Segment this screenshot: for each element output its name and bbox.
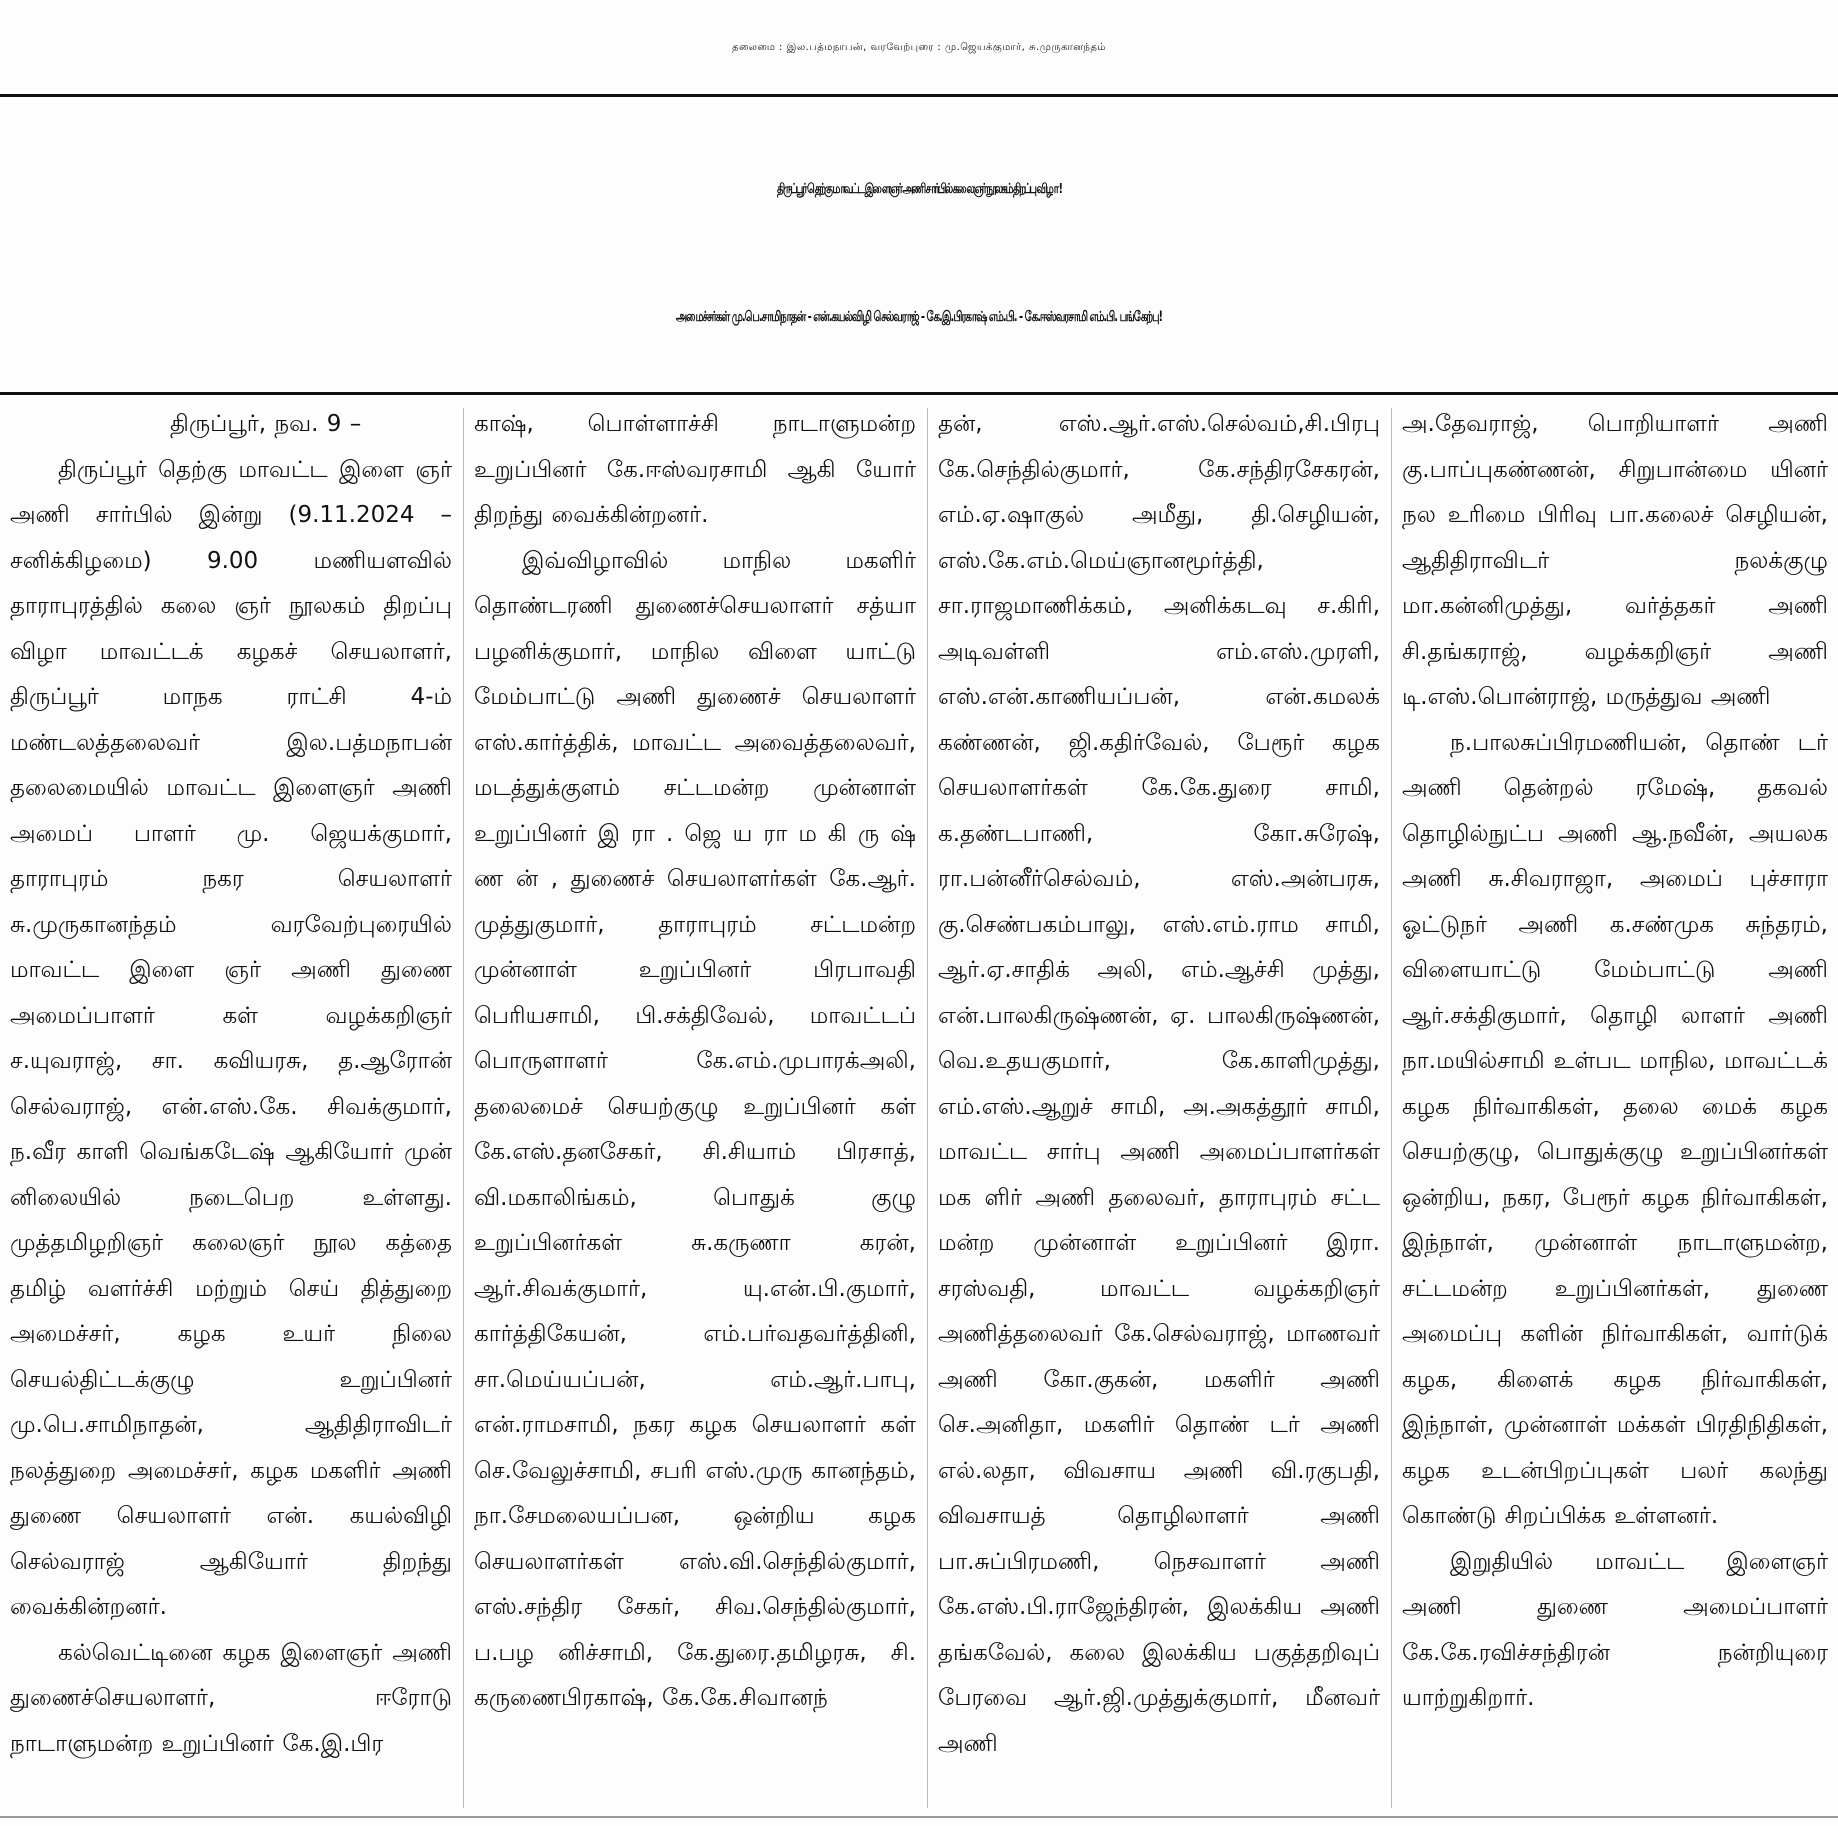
header-divider <box>0 392 1838 395</box>
article-column-1 <box>10 402 452 1814</box>
paragraph: இறுதியில் மாவட்ட இளைஞர் அணி துணை அமைப்பாளர் கே.கே.ரவிச்சந்திரன் நன்றியுரை யாற்றுகிறார். <box>1402 1548 1828 1711</box>
paragraph: காஷ், பொள்ளாச்சி நாடாளுமன்ற உறுப்பினர் கே.ஈஸ்வரசாமி ஆகி யோர் திறந்து வைக்கின்றனர். <box>474 411 916 528</box>
subheadline: அமைச்சர்கள் மு.பெ.சாமிநாதன் - என்.கயல்விழி செல்வராஜ் - கே.இ.பிரகாஷ் எம்.பி. - கே.ஈஸ்வரசாமி எம்.பி. பங்கேற்பு! <box>675 309 1163 326</box>
paragraph: திருப்பூர் தெற்கு மாவட்ட இளை ஞர் அணி சார்பில் இன்று (9.11.2024 – சனிக்கிழமை) 9.00 மணியளவில் தாராபுரத்தில் கலை ஞர் நூலகம் திறப்பு விழா மாவட்டக் கழகச் செயலாளர், திருப்பூர் மாநக ராட்சி 4-ம் மண்டலத்தலைவர் இல.பத்மநாபன் தலைமையில் மாவட்ட இளைஞர் அணி அமைப் பாளர் மு. ஜெயக்குமார், தாராபுரம் நகர செயலாளர் சு.முருகானந்தம் வரவேற்புரையில் மாவட்ட இளை ஞர் அணி துணை அமைப்பாளர் கள் வழக்கறிஞர் ச.யுவராஜ், சா. கவியரசு, த.ஆரோன் செல்வராஜ், என்.எஸ்.கே. சிவக்குமார், ந.வீர காளி வெங்கடேஷ் ஆகியோர் முன் னிலையில் நடைபெற உள்ளது. முத்தமிழறிஞர் கலைஞர் நூல கத்தை தமிழ் வளர்ச்சி மற்றும் செய் தித்துறை அமைச்சர், கழக உயர் நிலை செயல்திட்டக்குழு உறுப்பினர் மு.பெ.சாமிநாதன், ஆதிதிராவிடர் நலத்துறை அமைச்சர், கழக மகளிர் அணி துணை செயலாளர் என். கயல்விழி செல்வராஜ் ஆகியோர் திறந்து வைக்கின்றனர். <box>10 456 452 1620</box>
bottom-divider <box>0 1816 1838 1818</box>
kicker-line: தலைமை : இல.பத்மநாபன், வரவேற்புரை : மு.ஜெயக்குமார், சு.முருகானந்தம் <box>732 42 1106 53</box>
dateline: திருப்பூர், நவ. 9 – <box>170 411 362 437</box>
article-column-3 <box>938 402 1380 1814</box>
article-body <box>10 402 1828 1820</box>
top-divider <box>0 94 1838 97</box>
column-divider <box>927 408 928 1808</box>
paragraph: கல்வெட்டினை கழக இளைஞர் அணி துணைச்செயலாளர், ஈரோடு நாடாளுமன்ற உறுப்பினர் கே.இ.பிர <box>10 1639 452 1757</box>
column-divider <box>463 408 464 1808</box>
article-column-4 <box>1402 402 1828 1814</box>
column-divider <box>1391 408 1392 1808</box>
paragraph: ந.பாலசுப்பிரமணியன், தொண் டர் அணி தென்றல் ரமேஷ், தகவல் தொழில்நுட்ப அணி ஆ.நவீன், அயலக அணி சு.சிவராஜா, அமைப் புச்சாரா ஓட்டுநர் அணி க.சண்முக சுந்தரம், விளையாட்டு மேம்பாட்டு அணி ஆர்.சக்திகுமார், தொழி லாளர் அணி நா.மயில்சாமி உள்பட மாநில, மாவட்டக் கழக நிர்வாகிகள், தலை மைக் கழக செயற்குழு, பொதுக்குழு உறுப்பினர்கள் ஒன்றிய, நகர, பேரூர் கழக நிர்வாகிகள், இந்நாள், முன்னாள் நாடாளுமன்ற, சட்டமன்ற உறுப்பினர்கள், துணை அமைப்பு களின் நிர்வாகிகள், வார்டுக் கழக, கிளைக் கழக நிர்வாகிகள், இந்நாள், முன்னாள் மக்கள் பிரதிநிதிகள், கழக உடன்பிறப்புகள் பலர் கலந்து கொண்டு சிறப்பிக்க உள்ளனர். <box>1402 729 1828 1529</box>
paragraph: அ.தேவராஜ், பொறியாளர் அணி கு.பாப்புகண்ணன், சிறுபான்மை யினர் நல உரிமை பிரிவு பா.கலைச் செழியன், ஆதிதிராவிடர் நலக்குழு மா.கன்னிமுத்து, வர்த்தகர் அணி சி.தங்கராஜ், வழக்கறிஞர் அணி டி.எஸ்.பொன்ராஜ், மருத்துவ அணி <box>1402 411 1828 710</box>
paragraph: தன், எஸ்.ஆர்.எஸ்.செல்வம்,சி.பிரபு கே.செந்தில்குமார், கே.சந்திரசேகரன், எம்.ஏ.ஷாகுல் அமீது, தி.செழியன், எஸ்.கே.எம்.மெய்ஞானமூர்த்தி, சா.ராஜமாணிக்கம், அனிக்கடவு ச.கிரி, அடிவள்ளி எம்.எஸ்.முரளி, எஸ்.என்.காணியப்பன், என்.கமலக் கண்ணன், ஜி.கதிர்வேல், பேரூர் கழக செயலாளர்கள் கே.கே.துரை சாமி, க.தண்டபாணி, கோ.சுரேஷ், ரா.பன்னீர்செல்வம், எஸ்.அன்பரசு, கு.செண்பகம்பாலு, எஸ்.எம்.ராம சாமி, ஆர்.ஏ.சாதிக் அலி, எம்.ஆச்சி முத்து, என்.பாலகிருஷ்ணன், ஏ. பாலகிருஷ்ணன், வெ.உதயகுமார், கே.காளிமுத்து, எம்.எஸ்.ஆறுச் சாமி, அ.அகத்தூர் சாமி, மாவட்ட சார்பு அணி அமைப்பாளர்கள் மக ளிர் அணி தலைவர், தாராபுரம் சட்ட மன்ற முன்னாள் உறுப்பினர் இரா. சரஸ்வதி, மாவட்ட வழக்கறிஞர் அணித்தலைவர் கே.செல்வராஜ், மாணவர் அணி கோ.குகன், மகளிர் அணி செ.அனிதா, மகளிர் தொண் டர் அணி எல்.லதா, விவசாய அணி வி.ரகுபதி, விவசாயத் தொழிலாளர் அணி பா.சுப்பிரமணி, நெசவாளர் அணி கே.எஸ்.பி.ராஜேந்திரன், இலக்கிய அணி தங்கவேல், கலை இலக்கிய பகுத்தறிவுப் பேரவை ஆர்.ஜி.முத்துக்குமார், மீனவர் அணி <box>938 411 1380 1757</box>
headline: திருப்பூர் தெற்கு மாவட்ட இளைஞர் அணி சார்பில் கலைஞர் நூலகம் திறப்பு விழா ! <box>776 182 1062 197</box>
paragraph: இவ்விழாவில் மாநில மகளிர் தொண்டரணி துணைச்செயலாளர் சத்யா பழனிக்குமார், மாநில விளை யாட்டு மேம்பாட்டு அணி துணைச் செயலாளர் எஸ்.கார்த்திக், மாவட்ட அவைத்தலைவர், மடத்துக்குளம் சட்டமன்ற முன்னாள் உறுப்பினர் இ ரா . ஜெ ய ரா ம கி ரு ஷ் ண ன் , துணைச் செயலாளர்கள் கே.ஆர். முத்துகுமார், தாராபுரம் சட்டமன்ற முன்னாள் உறுப்பினர் பிரபாவதி பெரியசாமி, பி.சக்திவேல், மாவட்டப் பொருளாளர் கே.எம்.முபாரக்அலி, தலைமைச் செயற்குழு உறுப்பினர் கள் கே.எஸ்.தனசேகர், சி.சியாம் பிரசாத், வி.மகாலிங்கம், பொதுக் குழு உறுப்பினர்கள் சு.கருணா கரன், ஆர்.சிவக்குமார், யு.என்.பி.குமார், கார்த்திகேயன், எம்.பர்வதவர்த்தினி, சா.மெய்யப்பன், எம்.ஆர்.பாபு, என்.ராமசாமி, நகர கழக செயலாளர் கள் செ.வேலுச்சாமி, சபரி எஸ்.முரு கானந்தம், நா.சேமலையப்பன, ஒன்றிய கழக செயலாளர்கள் எஸ்.வி.செந்தில்குமார், எஸ்.சந்திர சேகர், சிவ.செந்தில்குமார், ப.பழ னிச்சாமி, கே.துரை.தமிழரசு, சி. கருணைபிரகாஷ், கே.கே.சிவானந் <box>474 547 916 1711</box>
article-column-2 <box>474 402 916 1814</box>
